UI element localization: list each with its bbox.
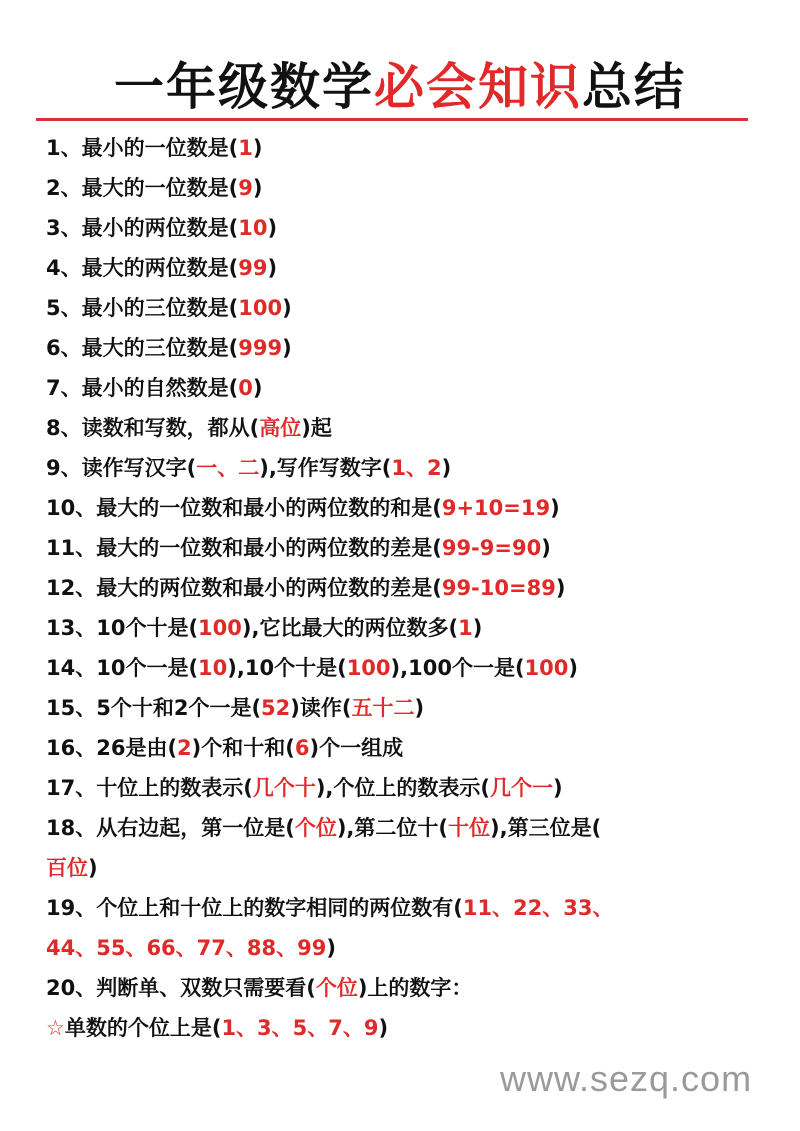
list-item	[46, 808, 766, 848]
answer-text: 高位	[259, 416, 302, 440]
question-text: )	[568, 656, 578, 680]
question-text: 19、个位上和十位上的数字相同的两位数有(	[46, 896, 463, 920]
question-text: 4、最大的两位数是(	[46, 256, 239, 280]
question-text: 14、10个一是(	[46, 656, 199, 680]
title-part-2: 总结	[582, 58, 686, 116]
list-item	[46, 928, 766, 968]
answer-text: 11、22、33、	[462, 896, 614, 920]
answer-text: 44、55、66、77、88、99	[46, 936, 327, 960]
answer-text: 几个十	[252, 776, 316, 800]
knowledge-list	[46, 128, 766, 1048]
question-text: )	[550, 496, 560, 520]
answer-text: 9	[238, 176, 253, 200]
list-item	[46, 488, 766, 528]
answer-text: 100	[238, 296, 283, 320]
answer-text: ☆	[46, 1016, 65, 1040]
question-text: 6、最大的三位数是(	[46, 336, 239, 360]
page-title	[0, 52, 800, 122]
list-item	[46, 528, 766, 568]
question-text: 16、26是由(	[46, 736, 178, 760]
answer-text: 十位	[448, 816, 491, 840]
answer-text: 999	[238, 336, 283, 360]
question-text: )	[282, 336, 292, 360]
title-part-1: 一年级数学	[114, 58, 374, 116]
question-text: ),第二位十(	[336, 816, 449, 840]
question-text: ),它比最大的两位数多(	[241, 616, 459, 640]
answer-text: 100	[198, 616, 242, 640]
question-text: )	[326, 936, 336, 960]
list-item	[46, 448, 766, 488]
question-text: )上的数字：	[357, 976, 473, 1000]
question-text: 8、读数和写数，都从(	[46, 416, 260, 440]
list-item	[46, 1008, 766, 1048]
question-text: 10、最大的一位数和最小的两位数的和是(	[46, 496, 442, 520]
answer-text: 百位	[46, 856, 88, 880]
question-text: 9、读作写汉字(	[46, 456, 197, 480]
watermark: www.sezq.com	[500, 1058, 753, 1099]
question-text: )	[267, 216, 278, 240]
list-item	[46, 848, 766, 888]
answer-text: 6	[294, 736, 310, 760]
answer-text: 52	[261, 696, 291, 720]
answer-text: 99	[238, 256, 268, 280]
question-text: )起	[301, 416, 332, 440]
question-text: ),个位上的数表示(	[315, 776, 491, 800]
answer-text: 10	[238, 216, 268, 240]
question-text: )	[282, 296, 292, 320]
question-text: )	[252, 136, 263, 160]
question-text: 15、5个十和2个一是(	[46, 696, 262, 720]
question-text: ),10个十是(	[227, 656, 347, 680]
list-item	[46, 328, 766, 368]
list-item	[46, 168, 766, 208]
answer-text: 1	[458, 616, 473, 640]
question-text: )个一组成	[309, 736, 404, 760]
question-text: 1、最小的一位数是(	[46, 136, 239, 160]
list-item	[46, 128, 766, 168]
list-item	[46, 408, 766, 448]
answer-text: 0	[238, 376, 253, 400]
list-item	[46, 648, 766, 688]
answer-text: 一、二	[196, 456, 260, 480]
answer-text: 五十二	[351, 696, 415, 720]
answer-text: 10	[198, 656, 228, 680]
list-item	[46, 608, 766, 648]
list-item	[46, 208, 766, 248]
answer-text: 100	[346, 656, 391, 680]
answer-text: 个位	[315, 976, 358, 1000]
answer-text: 1	[238, 136, 253, 160]
answer-text: 1、2	[391, 456, 442, 480]
answer-text: 几个一	[490, 776, 554, 800]
list-item	[46, 888, 766, 928]
question-text: 20、判断单、双数只需要看(	[46, 976, 316, 1000]
question-text: ),写作写数字(	[259, 456, 392, 480]
question-text: )	[252, 376, 263, 400]
title-highlight: 必会知识	[374, 58, 582, 116]
question-text: 3、最小的两位数是(	[46, 216, 239, 240]
question-text: )个和十和(	[191, 736, 295, 760]
answer-text: 9+10=19	[441, 496, 551, 520]
answer-text: 100	[524, 656, 569, 680]
answer-text: 99-9=90	[441, 536, 542, 560]
question-text: )	[472, 616, 483, 640]
answer-text: 1、3、5、7、9	[221, 1016, 379, 1040]
question-text: 18、从右边起，第一位是(	[46, 816, 295, 840]
question-text: )	[88, 856, 98, 880]
question-text: 7、最小的自然数是(	[46, 376, 239, 400]
answer-text: 个位	[294, 816, 337, 840]
question-text: )	[441, 456, 452, 480]
question-text: 12、最大的两位数和最小的两位数的差是(	[46, 576, 442, 600]
question-text: )	[378, 1016, 389, 1040]
question-text: )	[252, 176, 263, 200]
list-item	[46, 688, 766, 728]
answer-text: 2	[177, 736, 192, 760]
question-text: ),第三位是(	[490, 816, 602, 840]
question-text: )	[541, 536, 551, 560]
question-text: )	[555, 576, 566, 600]
question-text: )读作(	[290, 696, 352, 720]
question-text: )	[553, 776, 563, 800]
list-item	[46, 248, 766, 288]
list-item	[46, 568, 766, 608]
question-text: )	[267, 256, 278, 280]
title-divider	[36, 118, 748, 121]
question-text: 17、十位上的数表示(	[46, 776, 253, 800]
question-text: 13、10个十是(	[46, 616, 199, 640]
list-item	[46, 968, 766, 1008]
question-text: 5、最小的三位数是(	[46, 296, 239, 320]
question-text: )	[414, 696, 425, 720]
list-item	[46, 368, 766, 408]
question-text: 11、最大的一位数和最小的两位数的差是(	[46, 536, 442, 560]
list-item	[46, 288, 766, 328]
answer-text: 99-10=89	[441, 576, 556, 600]
question-text: 单数的个位上是(	[64, 1016, 222, 1040]
list-item	[46, 768, 766, 808]
question-text: ),100个一是(	[390, 656, 525, 680]
list-item	[46, 728, 766, 768]
question-text: 2、最大的一位数是(	[46, 176, 239, 200]
